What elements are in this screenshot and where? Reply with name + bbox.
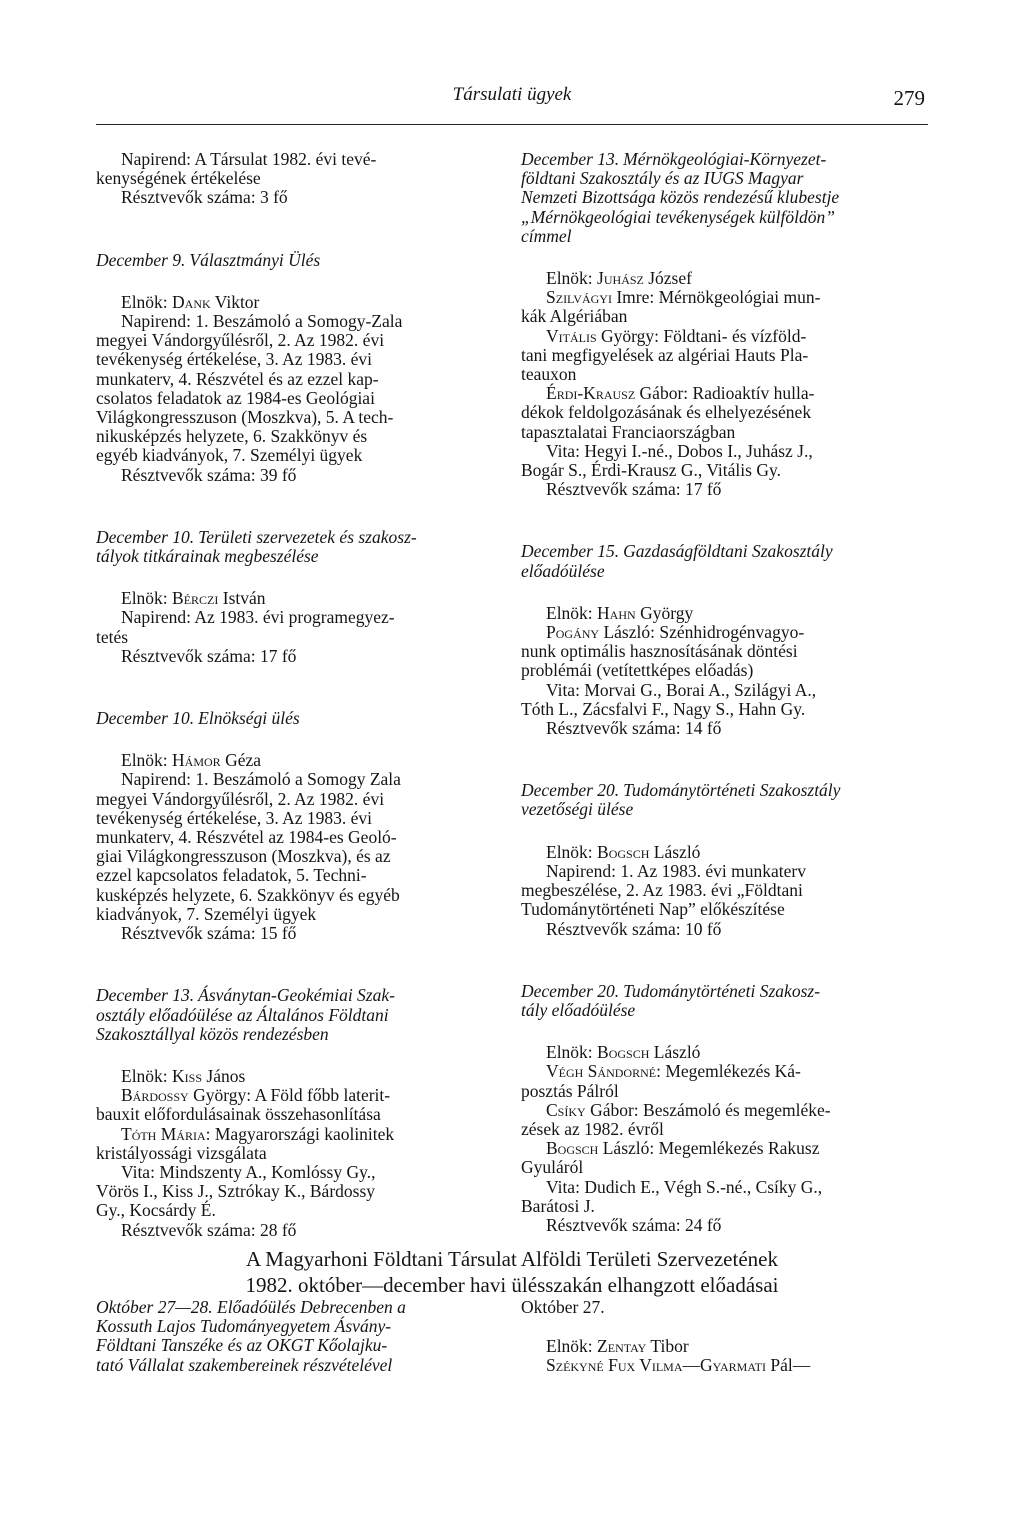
entry-date: December 20. — [521, 980, 620, 1001]
line-text: Bogár S., Érdi-Krausz G., Vitális Gy. — [521, 460, 781, 481]
entry-line — [96, 427, 474, 446]
entry-line — [96, 924, 474, 943]
entry-line — [96, 150, 474, 169]
person-name: Hámor — [172, 750, 221, 771]
entry-line — [96, 886, 474, 905]
entry-heading — [96, 251, 474, 270]
entry-date: Október 27. — [521, 1297, 605, 1317]
line-text: Vörös I., Kiss J., Sztrókay K., Bárdossy — [96, 1181, 376, 1202]
speaker-name-1: Székyné Fux Vilma — [546, 1355, 683, 1376]
entry-line — [96, 1067, 474, 1086]
entry-line — [96, 790, 474, 809]
chair-rest: Tibor — [646, 1336, 689, 1357]
person-name: Bérczi — [172, 588, 219, 609]
bottom-left-entry — [96, 1298, 504, 1375]
entry-line — [521, 1082, 899, 1101]
line-text: csolatos feladatok az 1984-es Geológiai — [96, 387, 375, 408]
person-name: Pogány — [546, 622, 600, 643]
line-prefix: Elnök: — [546, 268, 598, 289]
line-text: Gy., Kocsárdy É. — [96, 1200, 216, 1221]
line-text: megyei Vándorgyűlésről, 2. Az 1982. évi — [96, 788, 385, 809]
line-text: bauxit előfordulásainak összehasonlítása — [96, 1104, 381, 1125]
bottom-left-line: tató Vállalat szakembereinek részvételével — [96, 1354, 393, 1375]
person-name: Végh Sándorné — [546, 1061, 657, 1082]
entry-date: December 10. — [96, 526, 195, 547]
line-text: nunk optimális hasznosításának döntési — [521, 641, 798, 662]
entry-date: December 13. — [96, 985, 195, 1006]
entry-line — [521, 384, 899, 403]
meeting-entry — [96, 986, 474, 1239]
entry-line — [96, 169, 474, 188]
person-name: Tóth Mária — [121, 1123, 206, 1144]
entry-line — [96, 608, 474, 627]
entry-line — [521, 719, 899, 738]
entry-line — [96, 188, 474, 207]
line-text: Résztvevők száma: 39 fő — [121, 464, 297, 485]
entry-line — [521, 1062, 899, 1081]
line-text: kristályossági vizsgálata — [96, 1142, 267, 1163]
section-title-line1: A Magyarhoni Földtani Társulat Alföldi Területi Szervezetének — [246, 1247, 778, 1271]
entry-title: Szakosztállyal közös rendezésben — [96, 1023, 329, 1044]
entry-line — [521, 1120, 899, 1139]
entry-line — [521, 288, 899, 307]
line-text: Résztvevők száma: 17 fő — [121, 645, 297, 666]
line-text: László: Megemlékezés Rakusz — [598, 1138, 820, 1159]
entry-line — [521, 1197, 899, 1216]
entry-line — [96, 1125, 474, 1144]
line-text: ezzel kapcsolatos feladatok, 5. Techni- — [96, 865, 367, 886]
entry-line — [96, 647, 474, 666]
entry-line — [521, 843, 899, 862]
line-prefix: Elnök: — [121, 1065, 173, 1086]
entry-line — [96, 589, 474, 608]
entry-title: vezetőségi ülése — [521, 799, 634, 820]
entry-title: Gazdaságföldtani Szakosztály — [623, 541, 833, 562]
line-text: Világkongresszuson (Moszkva), 5. A tech- — [96, 407, 394, 428]
line-text: László: Szénhidrogénvagyo- — [599, 622, 805, 643]
entry-line — [96, 1163, 474, 1182]
person-name: Bogsch — [597, 1042, 650, 1063]
person-name: Hahn — [597, 602, 636, 623]
entry-line — [521, 365, 899, 384]
entry-line — [96, 905, 474, 924]
entry-title: tály előadóülése — [521, 999, 636, 1020]
line-text: Résztvevők száma: 3 fő — [121, 187, 288, 208]
entry-line — [521, 346, 899, 365]
line-text: Tóth L., Zácsfalvi F., Nagy S., Hahn Gy. — [521, 698, 806, 719]
chair-line — [521, 1337, 931, 1356]
line-text: munkaterv, 4. Részvétel az 1984-es Geoló- — [96, 827, 397, 848]
line-prefix: Elnök: — [546, 1042, 598, 1063]
entry-line — [521, 642, 899, 661]
line-text: Napirend: 1. Az 1983. évi munkaterv — [546, 860, 807, 881]
line-text: Géza — [220, 750, 262, 771]
line-text: Résztvevők száma: 24 fő — [546, 1214, 722, 1235]
entry-title: Választmányi Ülés — [189, 249, 321, 270]
line-text: egyéb kiadványok, 7. Személyi ügyek — [96, 445, 363, 466]
running-head — [0, 84, 1024, 114]
entry-line — [521, 661, 899, 680]
entry-line — [521, 480, 899, 499]
entry-line — [96, 847, 474, 866]
entry-title: Tudománytörténeti Szakosz- — [623, 980, 821, 1001]
entry-date: December 13. — [521, 149, 620, 169]
entry-line — [521, 1216, 899, 1235]
chair-prefix: Elnök: — [546, 1336, 598, 1357]
line-text: György — [635, 602, 694, 623]
entry-date: December 10. — [96, 708, 195, 729]
line-text: tevékenység értékelése, 3. Az 1983. évi — [96, 349, 373, 370]
person-name: Vitális — [546, 325, 597, 346]
entry-line — [96, 293, 474, 312]
person-name: Bárdossy — [121, 1085, 189, 1106]
entry-line — [96, 312, 474, 331]
line-text: Napirend: Az 1983. évi programegyez- — [121, 607, 395, 628]
entry-line — [521, 423, 899, 442]
line-text: Résztvevők száma: 14 fő — [546, 718, 722, 739]
entry-line — [96, 1144, 474, 1163]
bottom-left-line: Földtani Tanszéke és az OKGT Kőolajku- — [96, 1335, 388, 1356]
line-text: posztás Pálról — [521, 1080, 619, 1101]
entry-date: December 20. — [521, 780, 620, 801]
section-title — [96, 1246, 928, 1298]
line-text: Viktor — [210, 291, 260, 312]
entry-title: Elnökségi ülés — [198, 708, 300, 729]
meeting-entry — [96, 251, 474, 485]
person-name: Szilvágyi — [546, 287, 612, 308]
meeting-entry — [521, 542, 899, 738]
entry-line — [96, 1221, 474, 1240]
meeting-entry — [521, 150, 899, 499]
line-text: Napirend: 1. Beszámoló a Somogy Zala — [121, 769, 401, 790]
entry-line — [96, 331, 474, 350]
line-text: Vita: Morvai G., Borai A., Szilágyi A., — [546, 679, 817, 700]
entry-title: Ásványtan-Geokémiai Szak- — [198, 985, 395, 1006]
entry-title: osztály előadóülése az Általános Földtani — [96, 1004, 389, 1025]
entry-title: előadóülése — [521, 560, 605, 581]
meeting-entry — [96, 528, 474, 666]
entry-line — [521, 461, 899, 480]
speaker-line — [521, 1356, 931, 1375]
line-text: Résztvevők száma: 28 fő — [121, 1219, 297, 1240]
line-prefix: Elnök: — [546, 841, 598, 862]
line-text: nikusképzés helyzete, 6. Szakkönyv és — [96, 426, 368, 447]
line-text: Napirend: 1. Beszámoló a Somogy-Zala — [121, 311, 403, 332]
line-text: tani megfigyelések az algériai Hauts Pla- — [521, 344, 809, 365]
line-text: tapasztalatai Franciaországban — [521, 421, 736, 442]
entry-line — [96, 770, 474, 789]
entry-date: December 9. — [96, 249, 186, 270]
entry-heading — [521, 982, 899, 1020]
entry-line — [521, 623, 899, 642]
entry-line — [521, 1158, 899, 1177]
line-text: : Magyarországi kaolinitek — [205, 1123, 395, 1144]
person-name: Juhász — [597, 268, 644, 289]
entry-heading — [96, 528, 474, 566]
line-text: Gábor: Radioaktív hulla- — [635, 383, 815, 404]
line-text: János — [202, 1065, 246, 1086]
entry-line — [521, 1178, 899, 1197]
entry-heading — [96, 986, 474, 1044]
line-text: kusképzés helyzete, 6. Szakkönyv és egyéb — [96, 884, 400, 905]
entry-line — [96, 1105, 474, 1124]
speaker-rest: Pál— — [766, 1355, 811, 1376]
line-text: Tudománytörténeti Nap” előkészítése — [521, 899, 785, 920]
line-text: tevékenység értékelése, 3. Az 1983. évi — [96, 807, 373, 828]
line-text: László — [649, 841, 701, 862]
line-text: István — [218, 588, 266, 609]
line-text: tetés — [96, 626, 129, 647]
entry-line — [521, 1101, 899, 1120]
entry-line — [521, 403, 899, 422]
person-name: Kiss — [172, 1065, 203, 1086]
line-text: zések az 1982. évről — [521, 1118, 664, 1139]
entry-title: Nemzeti Bizottsága közös rendezésű klubestje — [521, 187, 840, 208]
speaker-name-2: Gyarmati — [700, 1355, 767, 1376]
entry-line — [521, 700, 899, 719]
entry-title: tályok titkárainak megbeszélése — [96, 546, 319, 567]
entry-heading — [96, 709, 474, 728]
line-text: Barátosi J. — [521, 1195, 595, 1216]
entry-heading — [521, 542, 899, 580]
header-rule — [96, 124, 928, 125]
entry-title: címmel — [521, 225, 572, 246]
meeting-entry — [521, 781, 899, 938]
line-text: kenységének értékelése — [96, 168, 261, 189]
line-text: Vita: Dudich E., Végh S.-né., Csíky G., — [546, 1176, 823, 1197]
line-prefix: Elnök: — [121, 291, 173, 312]
line-text: dékok feldolgozásának és elhelyezésének — [521, 402, 812, 423]
entry-line — [521, 881, 899, 900]
entry-line — [96, 751, 474, 770]
line-text: teauxon — [521, 364, 577, 385]
entry-line — [521, 442, 899, 461]
line-text: kiadványok, 7. Személyi ügyek — [96, 903, 317, 924]
entry-line — [96, 828, 474, 847]
line-prefix: Elnök: — [546, 602, 598, 623]
section-title-line2: 1982. október—december havi ülésszakán elhangzott előadásai — [245, 1273, 779, 1297]
line-text: László — [649, 1042, 701, 1063]
line-text: problémái (vetítettképes előadás) — [521, 660, 754, 681]
running-title: Társulati ügyek — [452, 84, 572, 105]
entry-line — [96, 628, 474, 647]
entry-line — [96, 809, 474, 828]
entry-line — [521, 681, 899, 700]
entry-line — [521, 307, 899, 326]
entry-line — [96, 370, 474, 389]
line-text: kák Algériában — [521, 306, 628, 327]
entry-line — [96, 1182, 474, 1201]
line-text: Vita: Mindszenty A., Komlóssy Gy., — [121, 1161, 376, 1182]
person-name: Csíky — [546, 1099, 586, 1120]
line-text: Vita: Hegyi I.-né., Dobos I., Juhász J., — [546, 440, 813, 461]
entry-date: December 15. — [521, 541, 620, 562]
entry-line — [96, 1086, 474, 1105]
entry-line — [521, 1043, 899, 1062]
entry-line — [96, 446, 474, 465]
line-text: : Megemlékezés Ká- — [656, 1061, 801, 1082]
entry-line — [521, 1139, 899, 1158]
entry-title: „Mérnökgeológiai tevékenységek külföldön” — [521, 206, 835, 227]
entry-line — [96, 1201, 474, 1220]
bottom-left-line: Október 27—28. Előadóülés Debrecenben a — [96, 1297, 406, 1317]
person-name: Dank — [172, 291, 211, 312]
bottom-left-line: Kossuth Lajos Tudományegyetem Ásvány- — [96, 1316, 392, 1337]
entry-line — [521, 900, 899, 919]
person-name: Bogsch — [546, 1138, 599, 1159]
line-text: Gábor: Beszámoló és megemléke- — [585, 1099, 831, 1120]
right-column — [521, 150, 899, 1278]
line-text: munkaterv, 4. Részvétel és az ezzel kap- — [96, 368, 379, 389]
entry-line — [521, 920, 899, 939]
page-number: 279 — [893, 86, 925, 110]
line-text: Gyuláról — [521, 1157, 584, 1178]
bottom-right-entry — [521, 1298, 931, 1376]
entry-line — [96, 389, 474, 408]
person-name: Érdi-Krausz — [546, 383, 636, 404]
entry-heading — [521, 781, 899, 819]
line-text: György: A Föld főbb laterit- — [188, 1085, 391, 1106]
entry-title: Tudománytörténeti Szakosztály — [623, 780, 841, 801]
entry-line — [521, 604, 899, 623]
person-name: Bogsch — [597, 841, 650, 862]
line-text: giai Világkongresszuson (Moszkva), és az — [96, 846, 391, 867]
line-text: Résztvevők száma: 17 fő — [546, 479, 722, 500]
entry-line — [96, 408, 474, 427]
entry-line — [521, 269, 899, 288]
entry-heading — [521, 150, 899, 246]
line-text: József — [643, 268, 692, 289]
left-column — [96, 150, 474, 1283]
line-text: megbeszélése, 2. Az 1983. évi „Földtani — [521, 880, 803, 901]
line-text: megyei Vándorgyűlésről, 2. Az 1982. évi — [96, 330, 385, 351]
entry-line — [521, 862, 899, 881]
line-text: Résztvevők száma: 10 fő — [546, 918, 722, 939]
speaker-sep: — — [682, 1355, 701, 1376]
entry-line — [521, 327, 899, 346]
entry-line — [96, 866, 474, 885]
line-text: Résztvevők száma: 15 fő — [121, 923, 297, 944]
entry-line — [96, 350, 474, 369]
meeting-entry — [521, 982, 899, 1235]
entry-title: Területi szervezetek és szakosz- — [198, 526, 417, 547]
entry-line — [96, 466, 474, 485]
meeting-entry — [96, 709, 474, 943]
entry-title: földtani Szakosztály és az IUGS Magyar — [521, 168, 804, 189]
entry-title: Mérnökgeológiai-Környezet- — [623, 149, 827, 169]
line-prefix: Elnök: — [121, 750, 173, 771]
line-prefix: Elnök: — [121, 588, 173, 609]
line-text: György: Földtani- és vízföld- — [596, 325, 807, 346]
line-text: Imre: Mérnökgeológiai mun- — [611, 287, 821, 308]
meeting-entry — [96, 150, 474, 208]
chair-name: Zentay — [597, 1336, 647, 1357]
line-text: Napirend: A Társulat 1982. évi tevé- — [121, 149, 377, 169]
